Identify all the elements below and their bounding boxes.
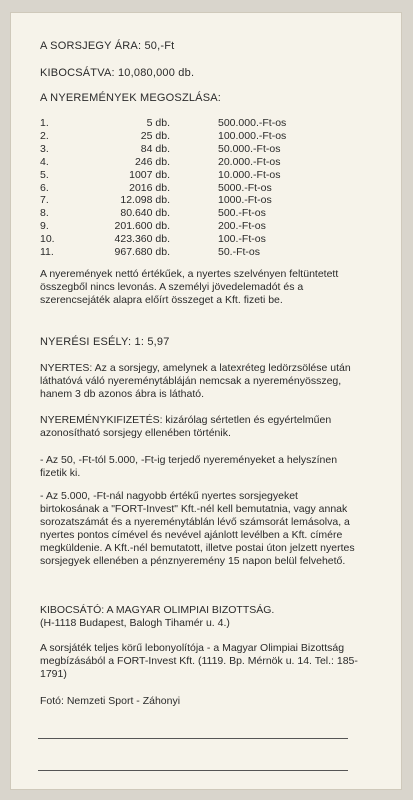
prize-amount: 50.000.-Ft-os bbox=[218, 142, 281, 155]
prize-count: 967.680 db. bbox=[114, 246, 170, 258]
issuer: KIBOCSÁTÓ: A MAGYAR OLIMPIAI BIZOTTSÁG. bbox=[40, 604, 275, 616]
prize-amount: 100.-Ft-os bbox=[218, 233, 266, 246]
prize-count: 246 db. bbox=[134, 155, 170, 168]
prize-amount: 200.-Ft-os bbox=[218, 220, 266, 233]
issuer-address: (H-1118 Budapest, Balogh Tihamér u. 4.) bbox=[40, 617, 230, 629]
winning-odds: NYERÉSI ESÉLY: 1: 5,97 bbox=[40, 336, 170, 348]
prize-no: 3. bbox=[40, 142, 49, 155]
ticket-price: A SORSJEGY ÁRA: 50,-Ft bbox=[40, 40, 175, 52]
prize-amount: 100.000.-Ft-os bbox=[218, 129, 287, 142]
distribution-title: A NYEREMÉNYEK MEGOSZLÁSA: bbox=[40, 92, 222, 104]
prize-amount: 10.000.-Ft-os bbox=[218, 168, 281, 181]
prize-count: 25 db. bbox=[140, 129, 170, 142]
organizer-note: A sorsjáték teljes körű lebonyolítója - a Magyar Olimpiai Bizottság megbízásából a FORT-Invest Kft. (1119. Bp. Mérnök u. 14. Tel.: 185-1791) bbox=[40, 642, 358, 680]
prize-count: 84 db. bbox=[140, 142, 170, 155]
prize-no: 2. bbox=[40, 129, 49, 142]
small-prize-rule: - Az 50, -Ft-tól 5.000, -Ft-ig terjedő nyereményeket a helyszínen fizetik ki. bbox=[40, 454, 338, 479]
blank-line-2 bbox=[38, 770, 348, 771]
prize-count: 5 db. bbox=[146, 117, 170, 129]
prize-no: 9. bbox=[40, 220, 49, 233]
prize-amount: 50.-Ft-os bbox=[218, 246, 261, 258]
prize-amount: 1000.-Ft-os bbox=[218, 194, 272, 207]
prize-count: 201.600 db. bbox=[114, 220, 170, 233]
prize-amount: 500.000.-Ft-os bbox=[218, 117, 287, 129]
issued-count: KIBOCSÁTVA: 10,080,000 db. bbox=[40, 67, 195, 79]
prize-no: 7. bbox=[40, 194, 49, 207]
prize-no: 11. bbox=[40, 246, 54, 258]
winning-definition: NYERTES: Az a sorsjegy, amelynek a latexréteg ledörzsölése után láthatóvá váló nyereménytábláján nemcsak a nyereményösszeg, hanem 3 db azonos ábra is látható. bbox=[40, 362, 351, 400]
prize-amount: 5000.-Ft-os bbox=[218, 181, 272, 194]
photo-credit: Fotó: Nemzeti Sport - Záhonyi bbox=[40, 695, 181, 707]
prize-amount: 20.000.-Ft-os bbox=[218, 155, 281, 168]
payout-note: NYEREMÉNYKIFIZETÉS: kizárólag sértetlen és egyértelműen azonosítható sorsjegy ellenében történik. bbox=[40, 414, 332, 439]
prize-no: 6. bbox=[40, 181, 49, 194]
large-prize-rule: - Az 5.000, -Ft-nál nagyobb értékű nyertes sorsjegyeket birtokosának a "FORT-Invest" Kft.-nél kell bemutatnia, vagy annak sorozatszámát és a nyereménytáblán lévő számsorát lemásolva, a nyertes pontos címével és nevével ajánlott levélben a Kft. címére megküldenie. A Kft.-nél bemutatott, illetve postai úton jelzett nyertes sorsjegyek ellenében a pénznyeremény 15 napon belül felvehető. bbox=[40, 490, 355, 567]
prize-count: 423.360 db. bbox=[114, 233, 170, 246]
prize-count: 1007 db. bbox=[129, 168, 170, 181]
prize-count: 2016 db. bbox=[129, 181, 170, 194]
prize-no: 1. bbox=[40, 117, 49, 129]
prize-amount: 500.-Ft-os bbox=[218, 207, 266, 220]
blank-line-1 bbox=[38, 738, 348, 739]
prize-no: 5. bbox=[40, 168, 49, 181]
net-value-note: A nyeremények nettó értékűek, a nyertes szelvényen feltüntetett összegből nincs levonás. A személyi jövedelemadót és a szerencsejáték alapra előírt összeget a Kft. fizeti be. bbox=[40, 268, 339, 306]
prize-count: 80.640 db. bbox=[120, 207, 170, 220]
prize-count: 12.098 db. bbox=[120, 194, 170, 207]
prize-no: 10. bbox=[40, 233, 55, 246]
prize-no: 4. bbox=[40, 155, 49, 168]
prize-no: 8. bbox=[40, 207, 49, 220]
